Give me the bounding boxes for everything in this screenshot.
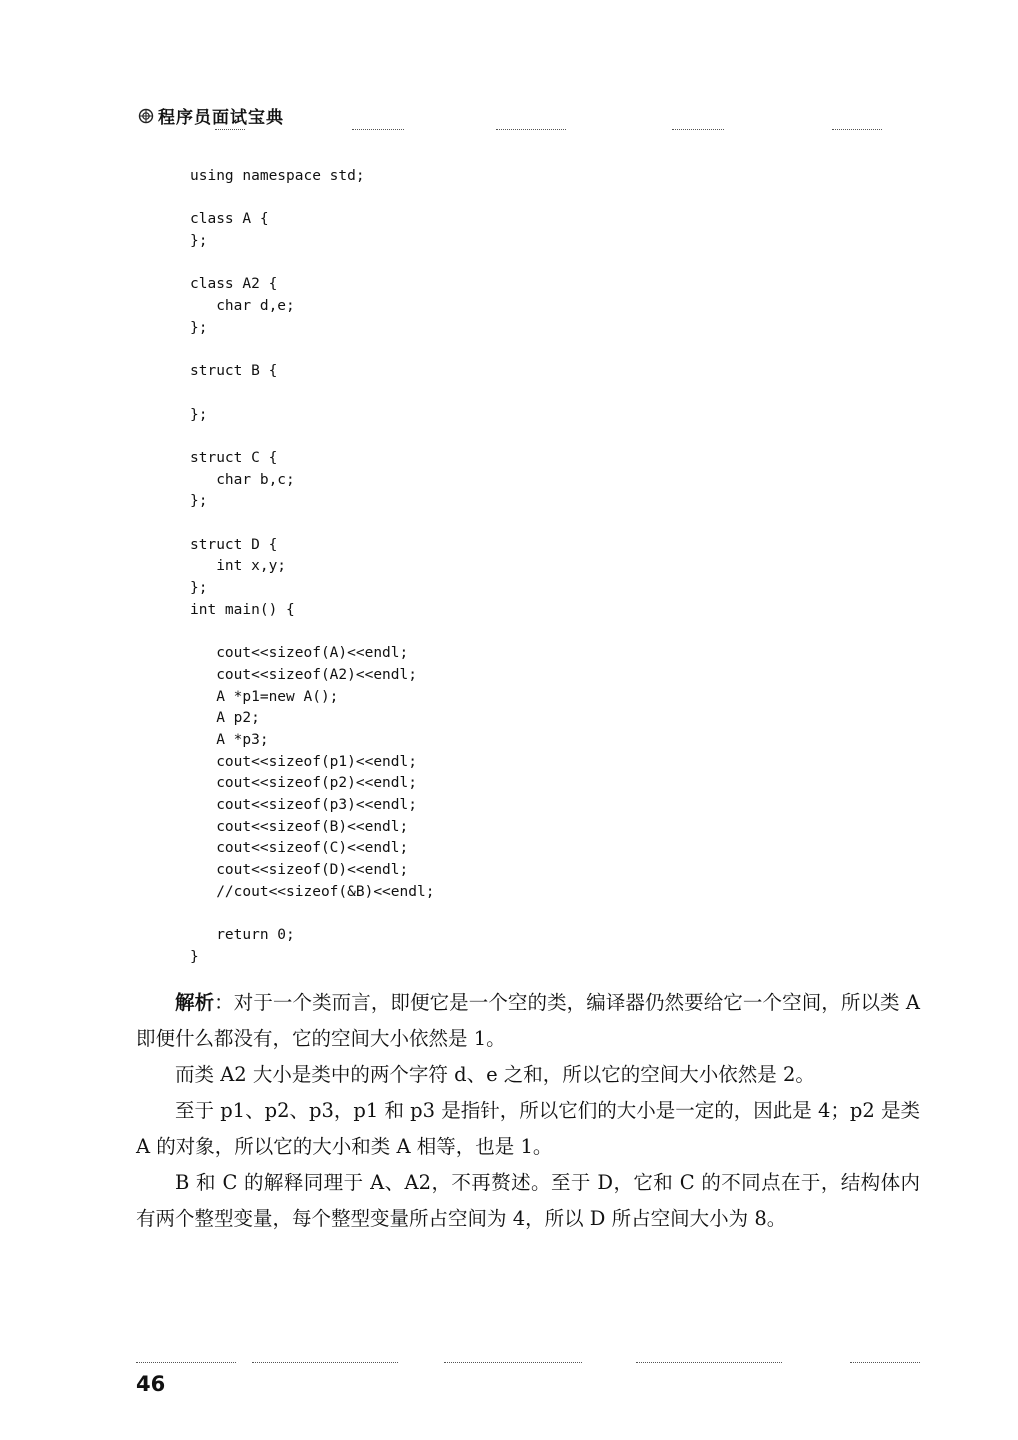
code-line: cout<<sizeof(A)<<endl; (190, 645, 409, 662)
code-line: using namespace std; (190, 168, 365, 184)
code-line: }; (190, 233, 208, 250)
analysis-section (136, 985, 920, 1237)
analysis-paragraph (136, 985, 920, 1057)
code-line: A *p3; (190, 731, 269, 748)
page-number: 46 (136, 1372, 166, 1396)
code-line: }; (190, 493, 208, 510)
code-line: }; (190, 406, 208, 423)
analysis-paragraph: B 和 C 的解释同理于 A、A2，不再赘述。至于 D，它和 C 的不同点在于，结构体内有两个整型变量，每个整型变量所占空间为 4，所以 D 所占空间大小为 8。 (136, 1171, 920, 1230)
code-line: } (190, 948, 199, 965)
code-line (190, 383, 830, 405)
header-rule (672, 129, 724, 130)
footer-rule (444, 1362, 582, 1363)
code-line (190, 426, 830, 448)
code-line: cout<<sizeof(p3)<<endl; (190, 796, 417, 813)
code-line: cout<<sizeof(C)<<endl; (190, 840, 409, 857)
code-line: struct D { (190, 536, 278, 553)
header-rule (215, 129, 245, 130)
code-line: int main() { (190, 601, 295, 618)
code-line: struct C { (190, 449, 278, 466)
code-line: cout<<sizeof(p2)<<endl; (190, 775, 417, 792)
footer-rule (850, 1362, 920, 1363)
analysis-paragraph-text: ：对于一个类而言，即便它是一个空的类，编译器仍然要给它一个空间，所以类 A 即便什么都没有，它的空间大小依然是 1。 (136, 991, 920, 1050)
code-line: struct B { (190, 363, 278, 380)
code-line: int x,y; (190, 558, 287, 575)
footer-rule (636, 1362, 782, 1363)
code-line (190, 188, 830, 210)
code-line: char d,e; (190, 298, 295, 315)
code-line (190, 340, 830, 362)
code-line: cout<<sizeof(D)<<endl; (190, 862, 409, 878)
code-listing (190, 166, 830, 968)
code-line: }; (190, 319, 208, 336)
code-line: class A2 { (190, 276, 278, 293)
code-line (190, 253, 830, 275)
header-rule (352, 129, 404, 130)
code-line (190, 903, 830, 925)
code-line: char b,c; (190, 471, 295, 488)
running-header (138, 103, 284, 128)
footer-rule (252, 1362, 398, 1363)
code-line: //cout<<sizeof(&B)<<endl; (190, 883, 435, 900)
code-line: class A { (190, 211, 269, 228)
code-line: cout<<sizeof(B)<<endl; (190, 818, 409, 835)
code-line (190, 621, 830, 643)
header-rule (496, 129, 566, 130)
book-title: 程序员面试宝典 (158, 108, 284, 128)
analysis-paragraph: 至于 p1、p2、p3，p1 和 p3 是指针，所以它们的大小是一定的，因此是 4；p2 是类 A 的对象，所以它的大小和类 A 相等，也是 1。 (136, 1099, 920, 1158)
header-rule (832, 129, 882, 130)
code-line: A p2; (190, 710, 260, 727)
code-line: A *p1=new A(); (190, 688, 339, 705)
footer-rule (136, 1362, 236, 1363)
analysis-label: 解析 (175, 991, 215, 1014)
code-line: return 0; (190, 927, 295, 944)
code-line: cout<<sizeof(p1)<<endl; (190, 753, 417, 770)
code-line (190, 513, 830, 535)
book-emblem-icon (138, 108, 154, 124)
code-line: cout<<sizeof(A2)<<endl; (190, 666, 417, 683)
analysis-paragraph: 而类 A2 大小是类中的两个字符 d、e 之和，所以它的空间大小依然是 2。 (175, 1063, 815, 1086)
code-line: }; (190, 580, 208, 597)
